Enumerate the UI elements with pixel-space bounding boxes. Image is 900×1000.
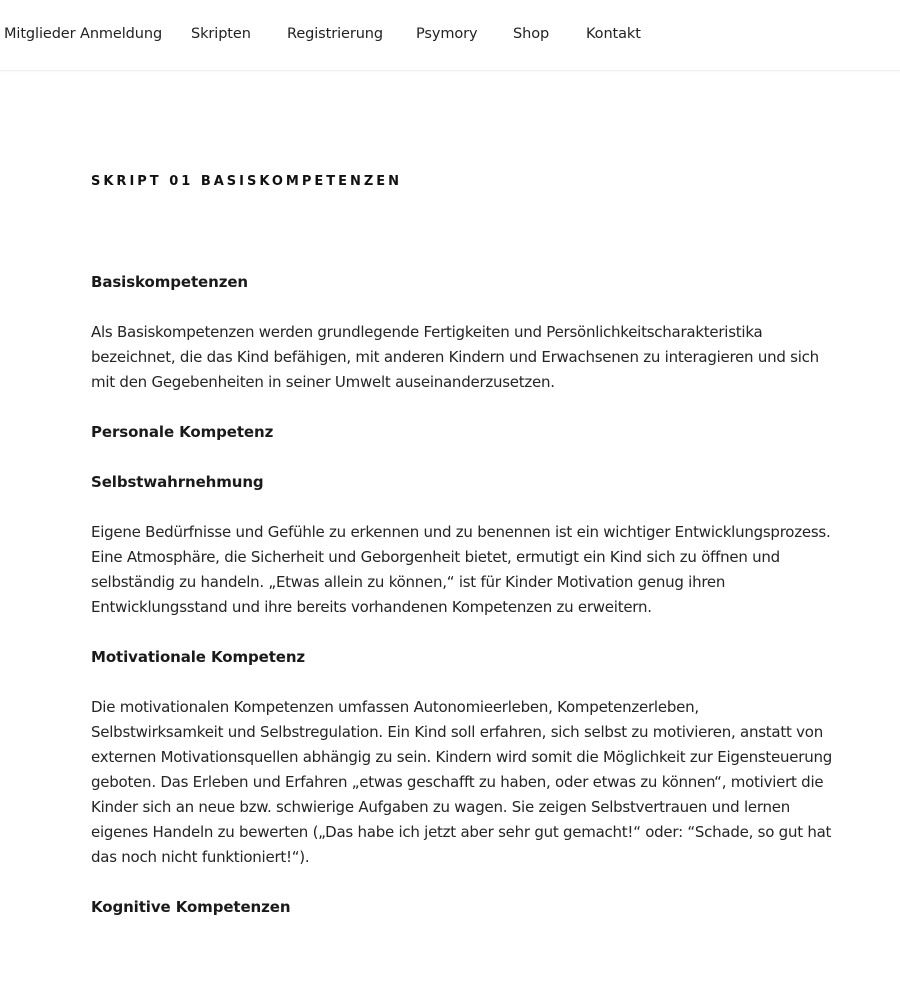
article-content [91, 270, 871, 920]
paragraph-line: das noch nicht funktioniert!“). [91, 848, 310, 866]
paragraph-line: Entwicklungsstand und ihre bereits vorhandenen Kompetenzen zu erweitern. [91, 598, 652, 616]
spacer [91, 295, 871, 320]
spacer [91, 445, 871, 470]
spacer [91, 870, 871, 895]
nav-item-skripten[interactable]: Skripten [191, 26, 251, 42]
spacer [91, 620, 871, 645]
spacer [91, 495, 871, 520]
paragraph-line: mit den Gegebenheiten in seiner Umwelt auseinanderzusetzen. [91, 373, 555, 391]
section-heading-selbstwahrnehmung: Selbstwahrnehmung [91, 473, 264, 491]
top-navigation [0, 0, 900, 71]
paragraph-line: Kinder sich an neue bzw. schwierige Aufgaben zu wagen. Sie zeigen Selbstvertrauen und lernen [91, 798, 790, 816]
paragraph-line: selbständig zu handeln. „Etwas allein zu können,“ ist für Kinder Motivation genug ihren [91, 573, 726, 591]
section-heading-kognitive-kompetenzen: Kognitive Kompetenzen [91, 898, 291, 916]
spacer [91, 670, 871, 695]
paragraph-line: Eine Atmosphäre, die Sicherheit und Geborgenheit bietet, ermutigt ein Kind sich zu öffnen und [91, 548, 780, 566]
spacer [91, 395, 871, 420]
paragraph-line: Als Basiskompetenzen werden grundlegende Fertigkeiten und Persönlichkeitscharakteristika [91, 323, 763, 341]
paragraph-line: eigenes Handeln zu bewerten („Das habe ich jetzt aber sehr gut gemacht!“ oder: “Schade, so gut hat [91, 823, 832, 841]
nav-item-registrierung[interactable]: Registrierung [287, 26, 383, 42]
section-heading-motivationale-kompetenz: Motivationale Kompetenz [91, 648, 306, 666]
nav-item-mitglieder-anmeldung[interactable]: Mitglieder Anmeldung [4, 26, 163, 42]
nav-item-psymory[interactable]: Psymory [416, 26, 478, 42]
section-heading-basiskompetenzen: Basiskompetenzen [91, 273, 248, 291]
page-title: SKRIPT 01 BASISKOMPETENZEN [91, 173, 403, 189]
nav-item-kontakt[interactable]: Kontakt [586, 26, 641, 42]
section-heading-personale-kompetenz: Personale Kompetenz [91, 423, 274, 441]
paragraph-line: Die motivationalen Kompetenzen umfassen Autonomieerleben, Kompetenzerleben, [91, 698, 699, 716]
paragraph-line: externen Motivationsquellen abhängig zu sein. Kindern wird somit die Möglichkeit zur Eigensteuerung [91, 748, 832, 766]
paragraph-line: Eigene Bedürfnisse und Gefühle zu erkennen und zu benennen ist ein wichtiger Entwicklungsprozess. [91, 523, 831, 541]
nav-item-shop[interactable]: Shop [513, 26, 550, 42]
paragraph-line: geboten. Das Erleben und Erfahren „etwas geschafft zu haben, oder etwas zu können“, motiviert die [91, 773, 824, 791]
paragraph-line: bezeichnet, die das Kind befähigen, mit anderen Kindern und Erwachsenen zu interagieren und sich [91, 348, 819, 366]
paragraph-line: Selbstwirksamkeit und Selbstregulation. Ein Kind soll erfahren, sich selbst zu motivieren, anstatt von [91, 723, 823, 741]
